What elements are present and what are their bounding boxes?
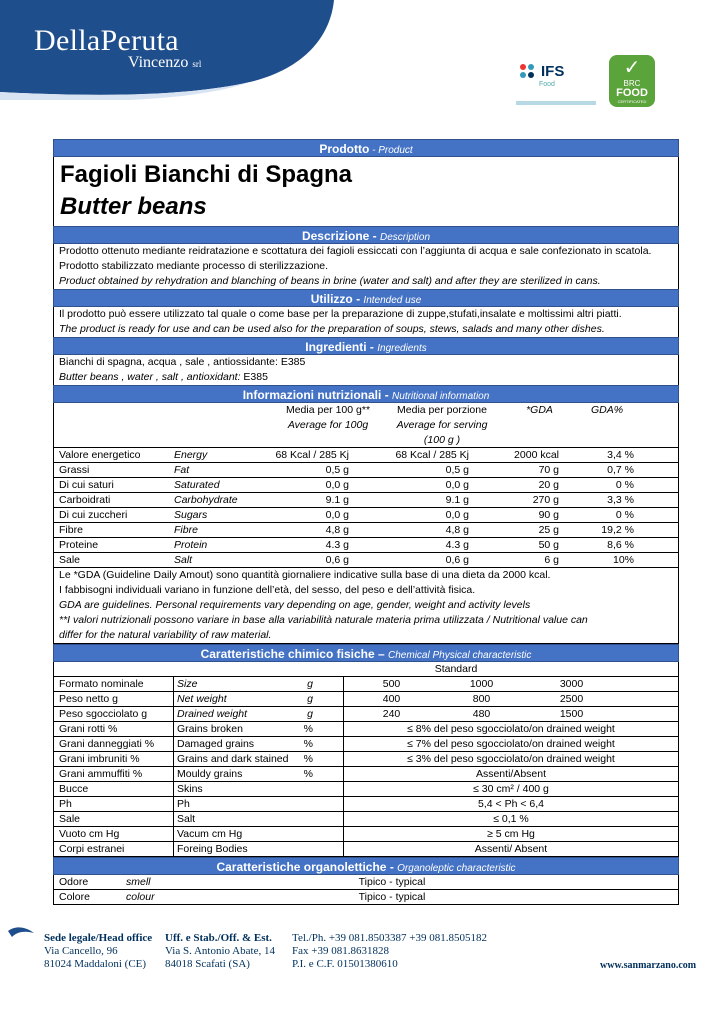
nutrition-cell-en: Saturated bbox=[174, 479, 220, 491]
nutrition-cell-en: Sugars bbox=[174, 509, 208, 521]
footer-legal-office: Sede legale/Head office Via Cancello, 96 81024 Maddaloni (CE) bbox=[44, 932, 153, 970]
org-cell-en: smell bbox=[126, 876, 151, 888]
nutrition-cell-gda: 25 g bbox=[538, 524, 559, 536]
nutrition-cell-gda: 20 g bbox=[538, 479, 559, 491]
chem-cell-it: Vuoto cm Hg bbox=[54, 827, 174, 841]
chem-cell-it: Grani rotti % bbox=[54, 722, 174, 736]
nutrition-cell-gda: 6 g bbox=[544, 554, 559, 566]
product-header: Prodotto - Product bbox=[53, 139, 679, 157]
org-cell-value: Tipico - typical bbox=[358, 876, 426, 888]
description-header: Descrizione - Description bbox=[53, 226, 679, 244]
chem-cell-v1: 400 bbox=[382, 693, 401, 705]
brc-food-logo: ✓ BRC FOOD CERTIFICATED bbox=[609, 55, 655, 107]
chem-cell-v2: 480 bbox=[472, 708, 491, 720]
nutrition-cell-pct: 3,3 % bbox=[607, 494, 634, 506]
nutrition-cell-pct: 0,7 % bbox=[607, 464, 634, 476]
use-text-it: Il prodotto può essere utilizzato tal quale o come base per la preparazione di zuppe,stufati,insalate e moltissimi altri piatti. bbox=[59, 308, 622, 320]
product-datasheet: DellaPeruta Vincenzo srl IFS Food ✓ BRC FOOD CERTIFICATED Prodotto - Product Fagioli Bianchi di Spagna Butter beans Descrizione - Description Prodotto ottenuto mediante reidratazione e scottatura dei fagioli essiccati con l’aggiunta di acqua e sale confezionato in scatola. Prodotto stabilizzato mediante processo di sterilizzazione. Product obtained by rehydration and blanching of beans in brine (water and salt) and after they are sterilized in cans. Utilizzo - Intended use Il prodotto può essere utilizzato tal quale o come base per la preparazione di zuppe,stufati,insalate e moltissimi altri piatti. The product is ready for use and can be used also for the preparation of soups, stews, salads and many other dishes. Ingredienti - Ingredients Bianchi di spagna, acqua , sale , antiossidante: E385 Butter beans , water , salt , antioxidant: E385 Informazioni nutrizionali - Nutritional information Media per 100 g** Average for 100g Media per porzione Average for serving (100 g ) *GDA GDA% Valore energetico Energy 68 Kcal / 285 Kj 68 Kcal / 285 Kj 2000 kcal 3,4 % Grassi Fat 0,5 g 0,5 g 70 g 0,7 % Di cui saturi Saturated 0,0 g 0,0 g 20 g 0 % Carboidrati Carbohydrate 9.1 g 9.1 g 270 g 3,3 % Di cui zuccheri Sugars 0,0 g 0,0 g 90 g 0 % Fibre Fibre 4,8 g 4,8 g 25 g 19,2 % Proteine Protein 4.3 g 4.3 g 50 g 8,6 % Sale Salt 0,6 g 0,6 g 6 g 10% Le *GDA (Guideline Daily Amout) sono quantità giornaliere indicative sulla base di una dieta da 2000 kcal. I fabbisogni individuali variano in funzione dell’età, del sesso, del peso e dell’attività fisica. GDA are guidelines. Personal requirements vary depending on age, gender, weight and activity levels **I valori nutrizionali possono variare in base alla variabilità naturale materia prima utilizzata / Nutritional value can differ for the natural variability of raw material. Caratteristiche chimico fisiche – Chemical Physical characteristic Standard Formato nominale Size g 500 1000 3000 Peso netto g Net weight g 400 800 2500 Peso sgocciolato g Drained weight g 240 480 1500 Grani rotti % Grains broken % ≤ 8% del peso sgocciolato/on drained weight Grani danneggiati % Damaged grains % ≤ 7% del peso sgocciolato/on drained weight Grani imbruniti % Grains and dark stained % ≤ 3% del peso sgocciolato/on drained weight Grani ammuffiti % Mouldy grains % Assenti/Absent Bucce Skins ≤ 30 cm² / 400 g Ph Ph 5,4 < Ph < 6,4 Sale Salt ≤ 0,1 % Vuoto cm Hg Vacum cm Hg ≥ 5 cm Hg Corpi estranei Foreing Bodies Assenti/ Absent Caratteristiche organolettiche - Organoleptic characteristic Odore smell Tipico - typical Colore colour Tipico - typical Sede legale/Head office Via Cancello, 96 81024 Maddaloni (CE) Uff. e Stab./Off. & Est. Via S. Antonio Abate, 14 84018 Scafati (SA) Tel./Ph. +39 081.8503387 +39 081.8505182 Fax +39 081.8631828 P.I. e C.F. 01501380610 www.sanmarzano.com bbox=[0, 0, 724, 1024]
nutrition-cell-per100: 0,6 g bbox=[325, 554, 349, 566]
description-text-it: Prodotto ottenuto mediante reidratazione e scottatura dei fagioli essiccati con l’aggiunta di acqua e sale confezionato in scatola. Prodotto stabilizzato mediante processo di sterilizzazione. bbox=[59, 245, 652, 272]
nutrition-cell-serving: 0,5 g bbox=[445, 464, 469, 476]
nutrition-cell-en: Protein bbox=[174, 539, 208, 551]
chem-cell-en: Skins bbox=[174, 782, 344, 796]
nutrition-cell-serving: 9.1 g bbox=[445, 494, 469, 506]
chem-cell-value: ≤ 3% del peso sgocciolato/on drained weight bbox=[407, 753, 615, 765]
nutrition-cell-per100: 0,0 g bbox=[325, 509, 349, 521]
ingredients-text-en: Butter beans , water , salt , antioxidant: E385 bbox=[59, 371, 268, 383]
nutrition-cell-pct: 19,2 % bbox=[601, 524, 634, 536]
nutrition-header: Informazioni nutrizionali - Nutritional information bbox=[53, 385, 679, 403]
table-row bbox=[54, 538, 678, 553]
nutrition-cell-serving: 0,0 g bbox=[445, 509, 469, 521]
use-text-en: The product is ready for use and can be used also for the preparation of soups, stews, salads and many other dishes. bbox=[59, 323, 605, 335]
nutrition-cell-per100: 0,0 g bbox=[325, 479, 349, 491]
table-row bbox=[54, 448, 678, 463]
chem-cell-en: Grains broken % bbox=[174, 722, 344, 736]
nutrition-cell-gda: 2000 kcal bbox=[514, 449, 559, 461]
chem-cell-value: ≥ 5 cm Hg bbox=[487, 828, 535, 840]
org-cell-it: Odore bbox=[59, 876, 89, 888]
nutrition-cell-pct: 0 % bbox=[615, 509, 634, 521]
nutrition-cell-it: Di cui zuccheri bbox=[59, 509, 128, 521]
nutrition-cell-it: Valore energetico bbox=[59, 449, 141, 461]
nutrition-cell-serving: 0,6 g bbox=[445, 554, 469, 566]
table-row bbox=[54, 827, 678, 842]
nutrition-cell-it: Grassi bbox=[59, 464, 90, 476]
nutrition-cell-pct: 8,6 % bbox=[607, 539, 634, 551]
table-row bbox=[54, 812, 678, 827]
chem-cell-it: Grani danneggiati % bbox=[54, 737, 174, 751]
table-row bbox=[54, 493, 678, 508]
chemical-header: Caratteristiche chimico fisiche – Chemical Physical characteristic bbox=[53, 644, 679, 662]
nutrition-cell-pct: 0 % bbox=[615, 479, 634, 491]
nutrition-table bbox=[53, 403, 679, 644]
footer-wave-icon bbox=[6, 925, 36, 945]
product-name-en: Butter beans bbox=[60, 193, 207, 220]
nutrition-cell-pct: 3,4 % bbox=[607, 449, 634, 461]
table-row bbox=[54, 782, 678, 797]
nutrition-cell-en: Fibre bbox=[174, 524, 198, 536]
chemical-table bbox=[53, 662, 679, 857]
nutrition-cell-per100: 4.3 g bbox=[325, 539, 349, 551]
chem-cell-v3: 3000 bbox=[559, 678, 584, 690]
chem-cell-v3: 1500 bbox=[559, 708, 584, 720]
chem-cell-value: ≤ 7% del peso sgocciolato/on drained weight bbox=[407, 738, 615, 750]
nutrition-cell-per100: 4,8 g bbox=[325, 524, 349, 536]
chem-cell-it: Grani imbruniti % bbox=[54, 752, 174, 766]
nutrition-cell-it: Fibre bbox=[59, 524, 83, 536]
chem-cell-v2: 800 bbox=[472, 693, 491, 705]
table-row bbox=[54, 692, 678, 707]
chem-cell-v3: 2500 bbox=[559, 693, 584, 705]
chem-cell-en: Damaged grains % bbox=[174, 737, 344, 751]
chem-cell-value: ≤ 30 cm² / 400 g bbox=[473, 783, 549, 795]
chem-cell-it: Formato nominale bbox=[54, 677, 174, 691]
nutrition-cell-serving: 0,0 g bbox=[445, 479, 469, 491]
chem-cell-value: ≤ 8% del peso sgocciolato/on drained weight bbox=[407, 723, 615, 735]
nutrition-cell-en: Fat bbox=[174, 464, 190, 476]
organoleptic-header: Caratteristiche organolettiche - Organoleptic characteristic bbox=[53, 857, 679, 875]
org-cell-it: Colore bbox=[59, 891, 90, 903]
chem-cell-value: Assenti/Absent bbox=[475, 768, 547, 780]
nutrition-cell-it: Di cui saturi bbox=[59, 479, 114, 491]
chem-cell-en: Grains and dark stained % bbox=[174, 752, 344, 766]
chem-cell-value: Assenti/ Absent bbox=[474, 843, 548, 855]
table-row bbox=[54, 553, 678, 568]
chem-cell-it: Peso netto g bbox=[54, 692, 174, 706]
chem-cell-en: Ph bbox=[174, 797, 344, 811]
chem-cell-it: Ph bbox=[54, 797, 174, 811]
website-link[interactable]: www.sanmarzano.com bbox=[600, 960, 697, 971]
table-row bbox=[54, 767, 678, 782]
chem-cell-en: Vacum cm Hg bbox=[174, 827, 344, 841]
table-row bbox=[54, 478, 678, 493]
nutrition-cell-it: Sale bbox=[59, 554, 81, 566]
chem-cell-en: Salt bbox=[174, 812, 344, 826]
ingredients-text-it: Bianchi di spagna, acqua , sale , antiossidante: E385 bbox=[59, 356, 306, 368]
footer-contacts: Tel./Ph. +39 081.8503387 +39 081.8505182 Fax +39 081.8631828 P.I. e C.F. 01501380610 bbox=[292, 932, 487, 970]
nutrition-cell-serving: 68 Kcal / 285 Kj bbox=[395, 449, 469, 461]
table-row bbox=[54, 463, 678, 478]
table-row bbox=[54, 752, 678, 767]
chem-cell-it: Grani ammuffiti % bbox=[54, 767, 174, 781]
chem-cell-value: 5,4 < Ph < 6,4 bbox=[478, 798, 544, 810]
nutrition-cell-gda: 270 g bbox=[532, 494, 559, 506]
datasheet-table bbox=[53, 139, 679, 905]
table-row bbox=[54, 677, 678, 692]
nutrition-cell-per100: 9.1 g bbox=[325, 494, 349, 506]
nutrition-cell-gda: 90 g bbox=[538, 509, 559, 521]
chem-cell-it: Bucce bbox=[54, 782, 174, 796]
brand-name: DellaPeruta bbox=[34, 24, 179, 57]
chem-cell-en: Drained weight g bbox=[174, 707, 344, 721]
nutrition-cell-gda: 50 g bbox=[538, 539, 559, 551]
table-row bbox=[54, 875, 678, 890]
nutrition-cell-serving: 4.3 g bbox=[445, 539, 469, 551]
chem-cell-v1: 500 bbox=[382, 678, 401, 690]
nutrition-cell-en: Energy bbox=[174, 449, 208, 461]
table-row bbox=[54, 722, 678, 737]
nutrition-cell-per100: 0,5 g bbox=[325, 464, 349, 476]
ifs-dots-icon bbox=[519, 63, 539, 83]
table-row bbox=[54, 737, 678, 752]
nutrition-cell-pct: 10% bbox=[612, 554, 634, 566]
chem-cell-v2: 1000 bbox=[469, 678, 494, 690]
organoleptic-table bbox=[53, 875, 679, 905]
check-icon: ✓ bbox=[623, 57, 641, 79]
nutrition-cell-it: Proteine bbox=[59, 539, 99, 551]
table-row bbox=[54, 508, 678, 523]
org-cell-value: Tipico - typical bbox=[358, 891, 426, 903]
table-row bbox=[54, 797, 678, 812]
chem-cell-it: Sale bbox=[54, 812, 174, 826]
chem-cell-en: Net weight g bbox=[174, 692, 344, 706]
chem-cell-v1: 240 bbox=[382, 708, 401, 720]
table-row bbox=[54, 890, 678, 905]
chem-cell-it: Corpi estranei bbox=[54, 842, 174, 856]
standard-label: Standard bbox=[54, 662, 678, 677]
org-cell-en: colour bbox=[126, 891, 155, 903]
nutrition-cell-per100: 68 Kcal / 285 Kj bbox=[275, 449, 349, 461]
description-text-en: Product obtained by rehydration and blanching of beans in brine (water and salt) and after they are sterilized in cans. bbox=[59, 275, 601, 287]
brand-subname: Vincenzo srl bbox=[128, 54, 202, 71]
nutrition-cell-gda: 70 g bbox=[538, 464, 559, 476]
product-name-it: Fagioli Bianchi di Spagna bbox=[60, 161, 353, 188]
chem-cell-value: ≤ 0,1 % bbox=[493, 813, 529, 825]
nutrition-notes: Le *GDA (Guideline Daily Amout) sono quantità giornaliere indicative sulla base di una dieta da 2000 kcal. I fabbisogni individuali variano in funzione dell’età, del sesso, del peso e dell’attività fisica. GDA are guidelines. Personal requirements vary depending on age, gender, weight and activity levels **I valori nutrizionali possono variare in base alla variabilità naturale materia prima utilizzata / Nutritional value can differ for the natural variability of raw material. bbox=[54, 568, 678, 644]
nutrition-cell-en: Carbohydrate bbox=[174, 494, 238, 506]
chem-cell-en: Size g bbox=[174, 677, 344, 691]
nutrition-cell-en: Salt bbox=[174, 554, 193, 566]
nutrition-col-headers: Media per 100 g** Average for 100g Media per porzione Average for serving (100 g ) *GDA GDA% bbox=[54, 403, 678, 448]
table-row bbox=[54, 842, 678, 857]
nutrition-cell-serving: 4,8 g bbox=[445, 524, 469, 536]
use-header: Utilizzo - Intended use bbox=[53, 289, 679, 307]
table-row bbox=[54, 523, 678, 538]
ingredients-header: Ingredienti - Ingredients bbox=[53, 337, 679, 355]
chem-cell-en: Mouldy grains % bbox=[174, 767, 344, 781]
table-row bbox=[54, 707, 678, 722]
nutrition-cell-it: Carboidrati bbox=[59, 494, 111, 506]
chem-cell-en: Foreing Bodies bbox=[174, 842, 344, 856]
footer-operating-office: Uff. e Stab./Off. & Est. Via S. Antonio Abate, 14 84018 Scafati (SA) bbox=[165, 932, 275, 970]
chem-cell-it: Peso sgocciolato g bbox=[54, 707, 174, 721]
